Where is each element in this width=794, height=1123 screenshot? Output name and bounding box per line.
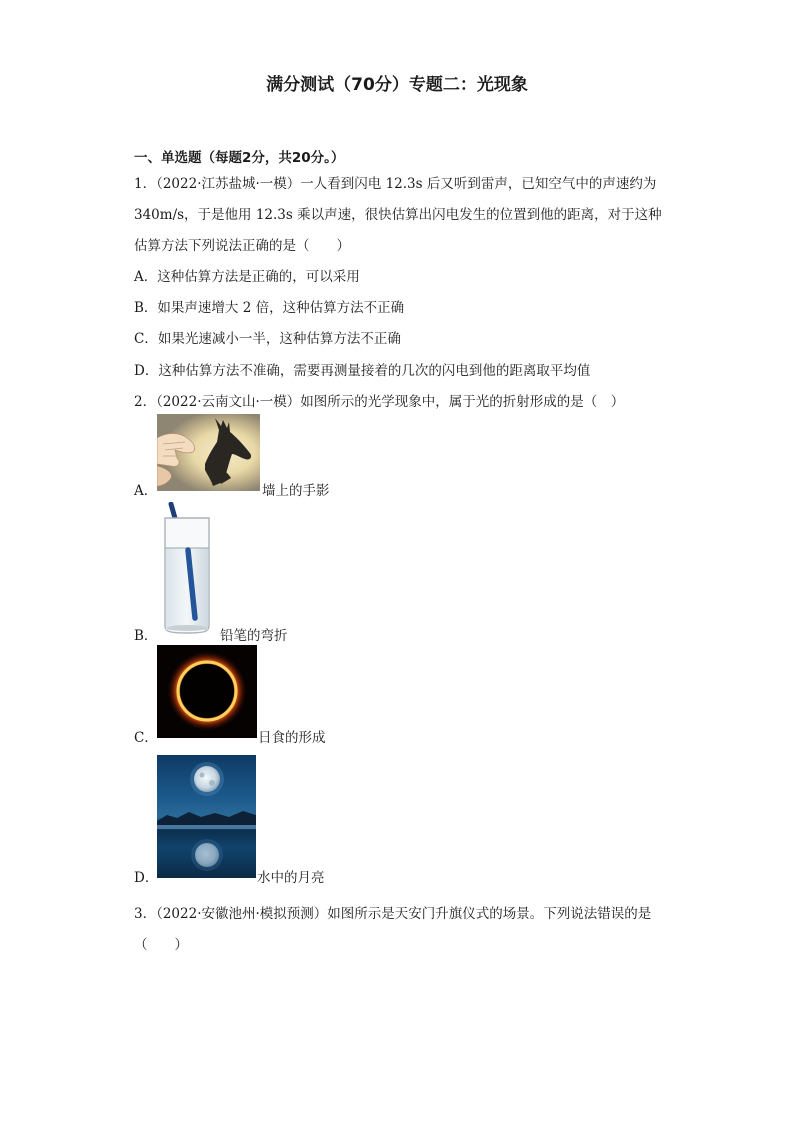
question-1-option-d: D．这种估算方法不准确，需要再测量接着的几次的闪电到他的距离取平均值 bbox=[134, 363, 591, 379]
question-2-stem: 2．（2022·云南文山·一模）如图所示的光学现象中，属于光的折射形成的是（ ） bbox=[134, 394, 625, 410]
option-c-caption: 日食的形成 bbox=[258, 730, 326, 746]
option-d-caption: 水中的月亮 bbox=[257, 870, 325, 886]
option-a-letter: A． bbox=[134, 483, 158, 499]
section-title: 一、单选题（每题2分，共20分。） bbox=[134, 150, 345, 166]
question-1-option-a: A．这种估算方法是正确的，可以采用 bbox=[134, 269, 360, 285]
question-1-stem-2: 340m/s，于是他用 12.3s 乘以声速，很快估算出闪电发生的位置到他的距离，对于这种 bbox=[134, 207, 662, 223]
question-1-stem-3: 估算方法下列说法正确的是（ ） bbox=[134, 238, 350, 254]
option-b-letter: B． bbox=[134, 628, 158, 644]
question-1-stem: 1．（2022·江苏盐城·一模）一人看到闪电 12.3s 后又听到雷声，已知空气中的声速约为 bbox=[134, 176, 657, 192]
hand-shadow-image bbox=[157, 414, 260, 491]
option-c-letter: C． bbox=[134, 730, 158, 746]
moon-reflection-image bbox=[157, 755, 256, 878]
question-1-option-b: B．如果声速增大 2 倍，这种估算方法不正确 bbox=[134, 300, 405, 316]
question-1-option-c: C．如果光速减小一半，这种估算方法不正确 bbox=[134, 331, 401, 347]
option-b-caption: 铅笔的弯折 bbox=[220, 628, 288, 644]
page-title: 满分测试（70分）专题二：光现象 bbox=[266, 75, 528, 95]
solar-eclipse-image bbox=[157, 645, 257, 738]
option-a-caption: 墙上的手影 bbox=[262, 483, 330, 499]
option-d-letter: D． bbox=[134, 870, 159, 886]
question-3-stem-2: （ ） bbox=[134, 937, 188, 953]
pencil-in-glass-image bbox=[157, 502, 217, 635]
question-3-stem: 3．（2022·安徽池州·模拟预测）如图所示是天安门升旗仪式的场景。下列说法错误的是 bbox=[134, 906, 652, 922]
